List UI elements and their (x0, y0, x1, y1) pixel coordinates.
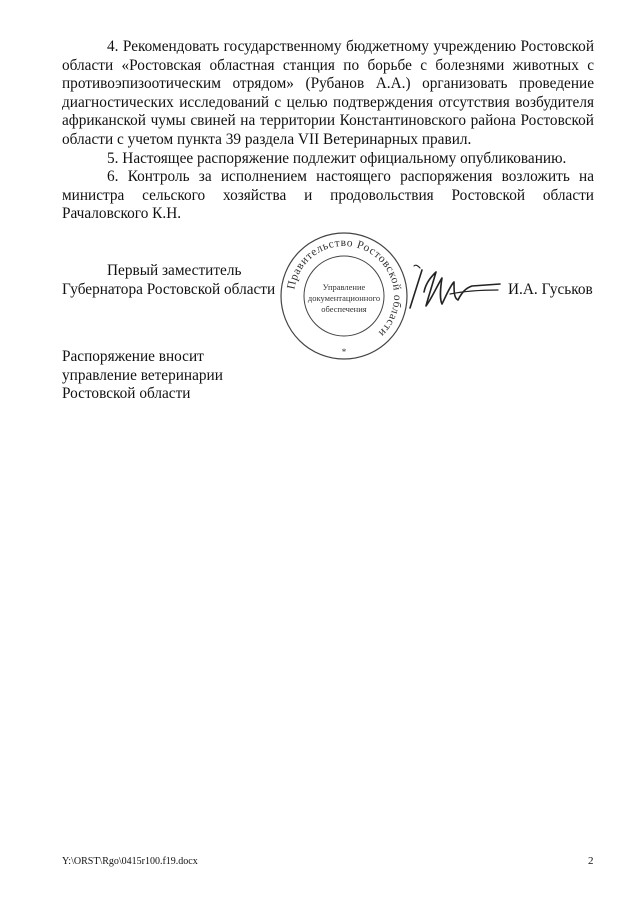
footer-file-path: Y:\ORST\Rgo\0415r100.f19.docx (62, 856, 198, 867)
submitted-by-line-2: управление ветеринарии (62, 366, 223, 384)
paragraph-5: 5. Настоящее распоряжение подлежит официальному опубликованию. (107, 150, 567, 167)
stamp-center-line-2: документационного (307, 293, 381, 303)
position-line-2: Губернатора Ростовской области (62, 280, 276, 298)
stamp-center-line-3: обеспечения (321, 304, 367, 314)
submitted-by-line-1: Распоряжение вносит (62, 348, 204, 365)
signatory-position (62, 262, 275, 299)
stamp-ring-text: Правительство Ростовской области (285, 236, 404, 340)
submitted-by-line-3: Ростовской области (62, 385, 191, 403)
signatory-name: И.А. Гуськов (508, 281, 593, 298)
paragraph-4: 4. Рекомендовать государственному бюджетному учреждению Ростовской области «Ростовская областная станция по борьбе с болезнями животных с противоэпизоотическим отрядом» (Рубанов А.А.) организовать проведение диагностических исследований с целью подтверждения отсутствия возбудителя африканской чумы свиней на территории Константиновского района Ростовской области с учетом пункта 39 раздела VII Ветеринарных правил. (62, 38, 594, 148)
stamp-center-line-1: Управление (322, 282, 366, 292)
handwritten-signature (402, 262, 506, 316)
page-number: 2 (588, 855, 594, 867)
position-line-1: Первый заместитель (107, 262, 242, 279)
official-stamp (278, 230, 410, 362)
submitted-by-note (62, 348, 223, 404)
stamp-star: * (341, 347, 347, 357)
paragraph-6: 6. Контроль за исполнением настоящего распоряжения возложить на министра сельского хозяйства и продовольствия Ростовской области Рачаловского К.Н. (62, 168, 594, 223)
